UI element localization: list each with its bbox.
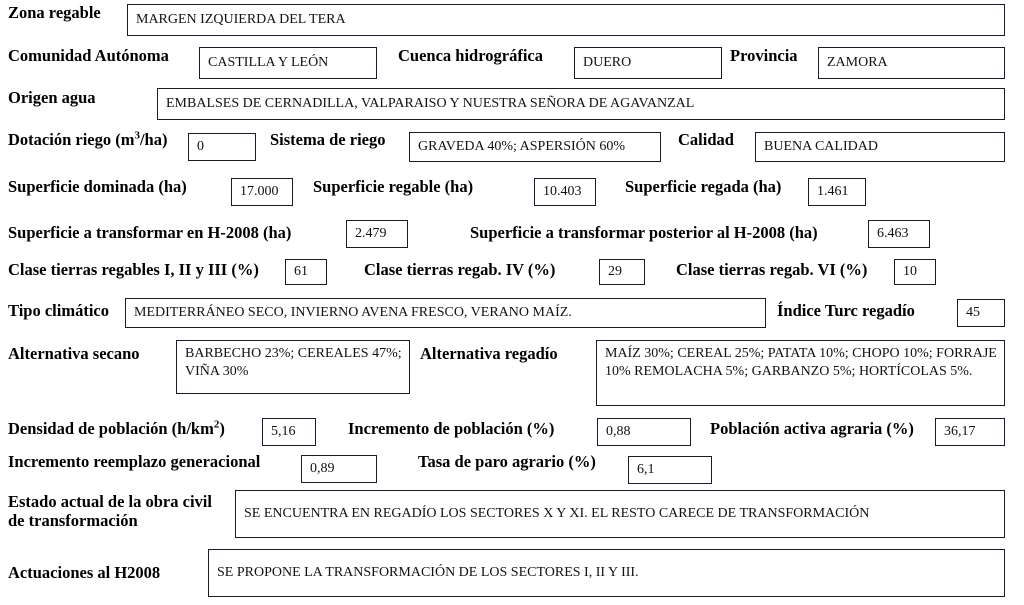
- estado-obra-civil-value: SE ENCUENTRA EN REGADÍO LOS SECTORES X Y XI. EL RESTO CARECE DE TRANSFORMACIÓN: [244, 505, 870, 521]
- incremento-poblacion-field[interactable]: [597, 418, 691, 446]
- calidad-label: [678, 131, 734, 150]
- alternativa-secano-value: BARBECHO 23%; CEREALES 47%; VIÑA 30%: [185, 346, 402, 380]
- comunidad-autonoma-value: CASTILLA Y LEÓN: [208, 54, 329, 70]
- superficie-transformar-posterior-label-text: Superficie a transformar posterior al H-2008 (ha): [470, 223, 818, 242]
- indice-turc-label: [777, 302, 915, 321]
- alternativa-secano-label-text: Alternativa secano: [8, 344, 140, 363]
- densidad-poblacion-label-sup: 2: [213, 418, 220, 431]
- alternativa-secano-field[interactable]: [176, 340, 410, 394]
- densidad-poblacion-label-post: ): [219, 419, 225, 438]
- clase-tierras-iv-field[interactable]: [599, 259, 645, 285]
- calidad-label-text: Calidad: [678, 130, 734, 149]
- provincia-value: ZAMORA: [827, 54, 888, 70]
- clase-tierras-iv-label: [364, 261, 555, 280]
- provincia-label-text: Provincia: [730, 46, 798, 65]
- incremento-reemplazo-label: [8, 453, 260, 472]
- dotacion-riego-label-post: /ha): [139, 130, 168, 149]
- superficie-regable-label-text: Superficie regable (ha): [313, 177, 474, 196]
- indice-turc-label-text: Índice Turc regadío: [777, 301, 915, 320]
- superficie-dominada-value: 17.000: [240, 183, 279, 199]
- clase-tierras-i-ii-iii-value: 61: [294, 263, 308, 279]
- cuenca-hidrografica-field[interactable]: [574, 47, 722, 79]
- zona-regable-label: [8, 4, 101, 23]
- alternativa-regadio-label: [420, 345, 558, 364]
- sistema-riego-label: [270, 131, 385, 150]
- tipo-climatico-field[interactable]: [125, 298, 766, 328]
- clase-tierras-vi-field[interactable]: [894, 259, 936, 285]
- superficie-transformar-posterior-value: 6.463: [877, 225, 909, 241]
- alternativa-regadio-label-text: Alternativa regadío: [420, 344, 558, 363]
- superficie-transformar-h2008-field[interactable]: [346, 220, 408, 248]
- origen-agua-label-text: Origen agua: [8, 88, 96, 107]
- poblacion-activa-agraria-field[interactable]: [935, 418, 1005, 446]
- tasa-paro-agrario-field[interactable]: [628, 456, 712, 484]
- superficie-transformar-h2008-value: 2.479: [355, 225, 387, 241]
- incremento-poblacion-value: 0,88: [606, 423, 631, 439]
- alternativa-regadio-field[interactable]: [596, 340, 1005, 406]
- densidad-poblacion-value: 5,16: [271, 423, 296, 439]
- superficie-dominada-label-text: Superficie dominada (ha): [8, 177, 187, 196]
- zona-regable-value: MARGEN IZQUIERDA DEL TERA: [136, 11, 346, 27]
- clase-tierras-i-ii-iii-label-text: Clase tierras regables I, II y III (%): [8, 260, 259, 279]
- incremento-reemplazo-field[interactable]: [301, 455, 377, 483]
- indice-turc-value: 45: [966, 304, 980, 320]
- clase-tierras-iv-label-text: Clase tierras regab. IV (%): [364, 260, 556, 279]
- estado-obra-civil-label-line1: Estado actual de la obra civil: [8, 492, 212, 511]
- clase-tierras-vi-label: [676, 261, 867, 280]
- indice-turc-field[interactable]: [957, 299, 1005, 327]
- incremento-poblacion-label-text: Incremento de población (%): [348, 419, 555, 438]
- tipo-climatico-value: MEDITERRÁNEO SECO, INVIERNO AVENA FRESCO, VERANO MAÍZ.: [134, 304, 572, 320]
- incremento-reemplazo-label-text: Incremento reemplazo generacional: [8, 452, 261, 471]
- superficie-dominada-field[interactable]: [231, 178, 293, 206]
- calidad-field[interactable]: [755, 132, 1005, 162]
- sistema-riego-label-text: Sistema de riego: [270, 130, 386, 149]
- tipo-climatico-label: [8, 302, 109, 321]
- clase-tierras-vi-label-text: Clase tierras regab. VI (%): [676, 260, 868, 279]
- tasa-paro-agrario-label: [418, 453, 596, 472]
- superficie-transformar-h2008-label-text: Superficie a transformar en H-2008 (ha): [8, 223, 292, 242]
- comunidad-autonoma-label: [8, 47, 169, 66]
- cuenca-hidrografica-label: [398, 47, 543, 66]
- superficie-transformar-posterior-field[interactable]: [868, 220, 930, 248]
- superficie-transformar-h2008-label: [8, 224, 291, 243]
- provincia-field[interactable]: [818, 47, 1005, 79]
- dotacion-riego-label-pre: Dotación riego (m: [8, 130, 135, 149]
- incremento-poblacion-label: [348, 420, 554, 439]
- clase-tierras-i-ii-iii-field[interactable]: [285, 259, 327, 285]
- zona-regable-label-text: Zona regable: [8, 3, 101, 22]
- tasa-paro-agrario-label-text: Tasa de paro agrario (%): [418, 452, 596, 471]
- dotacion-riego-label: [8, 131, 167, 150]
- cuenca-hidrografica-label-text: Cuenca hidrográfica: [398, 46, 543, 65]
- estado-obra-civil-label-line2: de transformación: [8, 510, 138, 530]
- calidad-value: BUENA CALIDAD: [764, 138, 878, 154]
- poblacion-activa-agraria-label-text: Población activa agraria (%): [710, 419, 914, 438]
- sistema-riego-field[interactable]: [409, 132, 661, 162]
- incremento-reemplazo-value: 0,89: [310, 460, 335, 476]
- origen-agua-field[interactable]: [157, 88, 1005, 120]
- densidad-poblacion-field[interactable]: [262, 418, 316, 446]
- comunidad-autonoma-label-text: Comunidad Autónoma: [8, 46, 169, 65]
- zona-regable-field[interactable]: [127, 4, 1005, 36]
- poblacion-activa-agraria-label: [710, 420, 914, 439]
- cuenca-hidrografica-value: DUERO: [583, 54, 632, 70]
- actuaciones-h2008-label-text: Actuaciones al H2008: [8, 563, 161, 582]
- superficie-regada-value: 1.461: [817, 183, 849, 199]
- superficie-regable-value: 10.403: [543, 183, 582, 199]
- alternativa-secano-label: [8, 345, 140, 364]
- dotacion-riego-value: 0: [197, 138, 204, 154]
- dotacion-riego-field[interactable]: [188, 133, 256, 161]
- estado-obra-civil-field[interactable]: [235, 490, 1005, 538]
- clase-tierras-vi-value: 10: [903, 263, 917, 279]
- actuaciones-h2008-field[interactable]: [208, 549, 1005, 597]
- superficie-regada-field[interactable]: [808, 178, 866, 206]
- origen-agua-label: [8, 89, 96, 108]
- clase-tierras-i-ii-iii-label: [8, 261, 259, 280]
- densidad-poblacion-label: [8, 420, 225, 439]
- tipo-climatico-label-text: Tipo climático: [8, 301, 109, 320]
- superficie-regada-label-text: Superficie regada (ha): [625, 177, 782, 196]
- alternativa-regadio-value: MAÍZ 30%; CEREAL 25%; PATATA 10%; CHOPO 10%; FORRAJE 10% REMOLACHA 5%; GARBANZO 5%; HORTÍCOLAS 5%.: [605, 346, 997, 380]
- superficie-transformar-posterior-label: [470, 224, 818, 243]
- tasa-paro-agrario-value: 6,1: [637, 461, 655, 477]
- actuaciones-h2008-value: SE PROPONE LA TRANSFORMACIÓN DE LOS SECTORES I, II Y III.: [217, 564, 639, 580]
- comunidad-autonoma-field[interactable]: [199, 47, 377, 79]
- superficie-regada-label: [625, 178, 781, 197]
- provincia-label: [730, 47, 798, 66]
- clase-tierras-iv-value: 29: [608, 263, 622, 279]
- poblacion-activa-agraria-value: 36,17: [944, 423, 976, 439]
- superficie-dominada-label: [8, 178, 187, 197]
- actuaciones-h2008-label: [8, 564, 160, 583]
- estado-obra-civil-label: [8, 493, 238, 531]
- dotacion-riego-label-sup: 3: [134, 129, 140, 142]
- superficie-regable-field[interactable]: [534, 178, 596, 206]
- densidad-poblacion-label-pre: Densidad de población (h/km: [8, 419, 214, 438]
- origen-agua-value: EMBALSES DE CERNADILLA, VALPARAISO Y NUESTRA SEÑORA DE AGAVANZAL: [166, 95, 695, 111]
- superficie-regable-label: [313, 178, 473, 197]
- sistema-riego-value: GRAVEDA 40%; ASPERSIÓN 60%: [418, 138, 626, 154]
